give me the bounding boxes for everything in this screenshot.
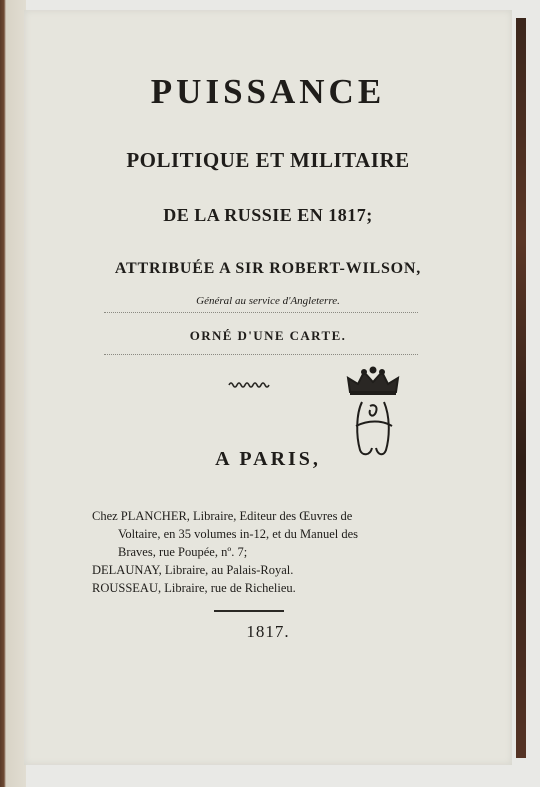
publisher-line-3: Braves, rue Poupée, nº. 7; [118,545,248,559]
subtitle-line-1: POLITIQUE ET MILITAIRE [126,148,410,172]
publisher-line-1: Chez PLANCHER, Libraire, Editeur des Œuvres de [92,509,353,523]
page-title: PUISSANCE [150,72,386,111]
book-binding-left [0,0,26,787]
divider-top [104,312,418,313]
crowned-monogram-stamp-icon [342,366,404,458]
author-note: Général au service d'Angleterre. [196,295,340,307]
publisher-line-5: ROUSSEAU, Libraire, rue de Richelieu. [92,581,296,595]
publisher-block [92,507,422,597]
publisher-line-2: Voltaire, en 35 volumes in-12, et du Manuel des [118,527,359,541]
book-binding-right [516,18,526,758]
title-page [24,10,512,765]
publication-year: 1817. [246,622,290,641]
map-note: ORNÉ D'UNE CARTE. [189,328,347,343]
publication-city: A PARIS, [215,448,321,470]
subtitle-line-3: ATTRIBUÉE A SIR ROBERT-WILSON, [114,260,422,277]
ornament-icon [228,380,272,390]
divider-bottom [104,354,418,355]
publisher-line-4: DELAUNAY, Libraire, au Palais-Royal. [92,563,294,577]
year-divider [214,610,284,612]
subtitle-line-2: DE LA RUSSIE EN 1817; [163,205,373,225]
